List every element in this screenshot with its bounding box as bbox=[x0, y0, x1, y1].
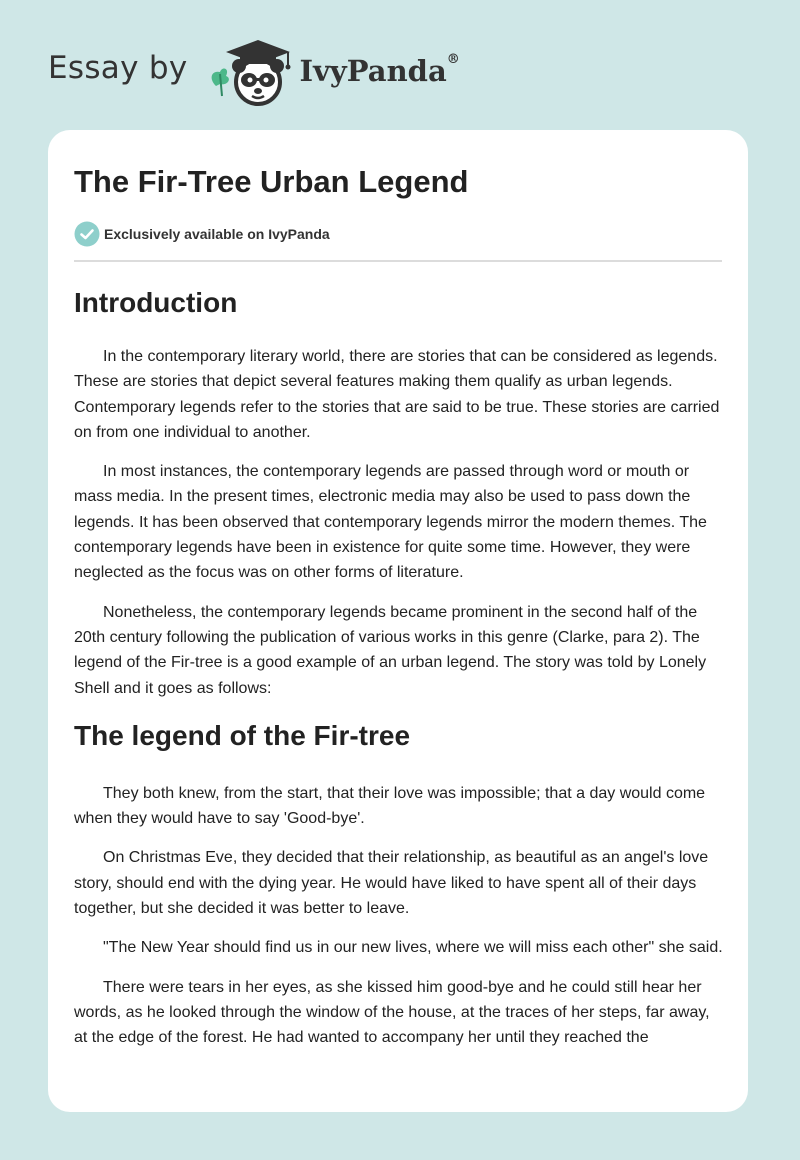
brand-prefix: Essay by bbox=[48, 50, 188, 86]
divider bbox=[74, 260, 722, 262]
essay-body bbox=[74, 284, 724, 1065]
panda-graduation-cap-icon bbox=[202, 36, 298, 108]
paragraph: On Christmas Eve, they decided that their relationship, as beautiful as an angel's love story, should end with the dying year. He would have liked to have spent all of their days together, but she decided it was better to leave. bbox=[74, 849, 709, 918]
check-circle-icon bbox=[74, 221, 100, 247]
paragraph: In the contemporary literary world, there are stories that can be considered as legends. These are stories that depict several features making them qualify as urban legends. Contemporary legends refer to the stories that are said to be true. These stories are carried on from one individual to another. bbox=[74, 348, 720, 441]
exclusive-badge bbox=[74, 221, 330, 247]
exclusive-badge-label: Exclusively available on IvyPanda bbox=[104, 226, 330, 242]
paragraph: There were tears in her eyes, as she kissed him good-bye and he could still hear her words, as he looked through the window of the house, at the traces of her steps, far away, at the edge of the forest. He had wanted to accompany her until they reached the bbox=[74, 978, 710, 1047]
page-title: The Fir-Tree Urban Legend bbox=[74, 164, 469, 199]
essay-card bbox=[48, 130, 748, 1112]
brand-name: IvyPanda® bbox=[299, 52, 460, 88]
paragraph: Nonetheless, the contemporary legends became prominent in the second half of the 20th century following the publication of various works in this genre (Clarke, para 2). The legend of the Fir-tree is a good example of an urban legend. The story was told by Lonely Shell and it goes as follows: bbox=[74, 603, 707, 697]
section-heading-legend: The legend of the Fir-tree bbox=[74, 719, 411, 751]
registered-mark: ® bbox=[446, 52, 460, 67]
section-heading-introduction: Introduction bbox=[74, 287, 238, 318]
paragraph: "The New Year should find us in our new lives, where we will miss each other" she said. bbox=[103, 939, 723, 957]
brand-header[interactable] bbox=[48, 36, 460, 108]
paragraph: In most instances, the contemporary legends are passed through word or mouth or mass media. In the present times, electronic media may also be used to pass down the legends. It has been observed that contemporary legends mirror the modern themes. The contemporary legends have been in existence for quite some time. However, they were neglected as the focus was on other forms of literature. bbox=[74, 463, 707, 582]
paragraph: They both knew, from the start, that their love was impossible; that a day would come when they would have to say 'Good-bye'. bbox=[74, 784, 706, 828]
